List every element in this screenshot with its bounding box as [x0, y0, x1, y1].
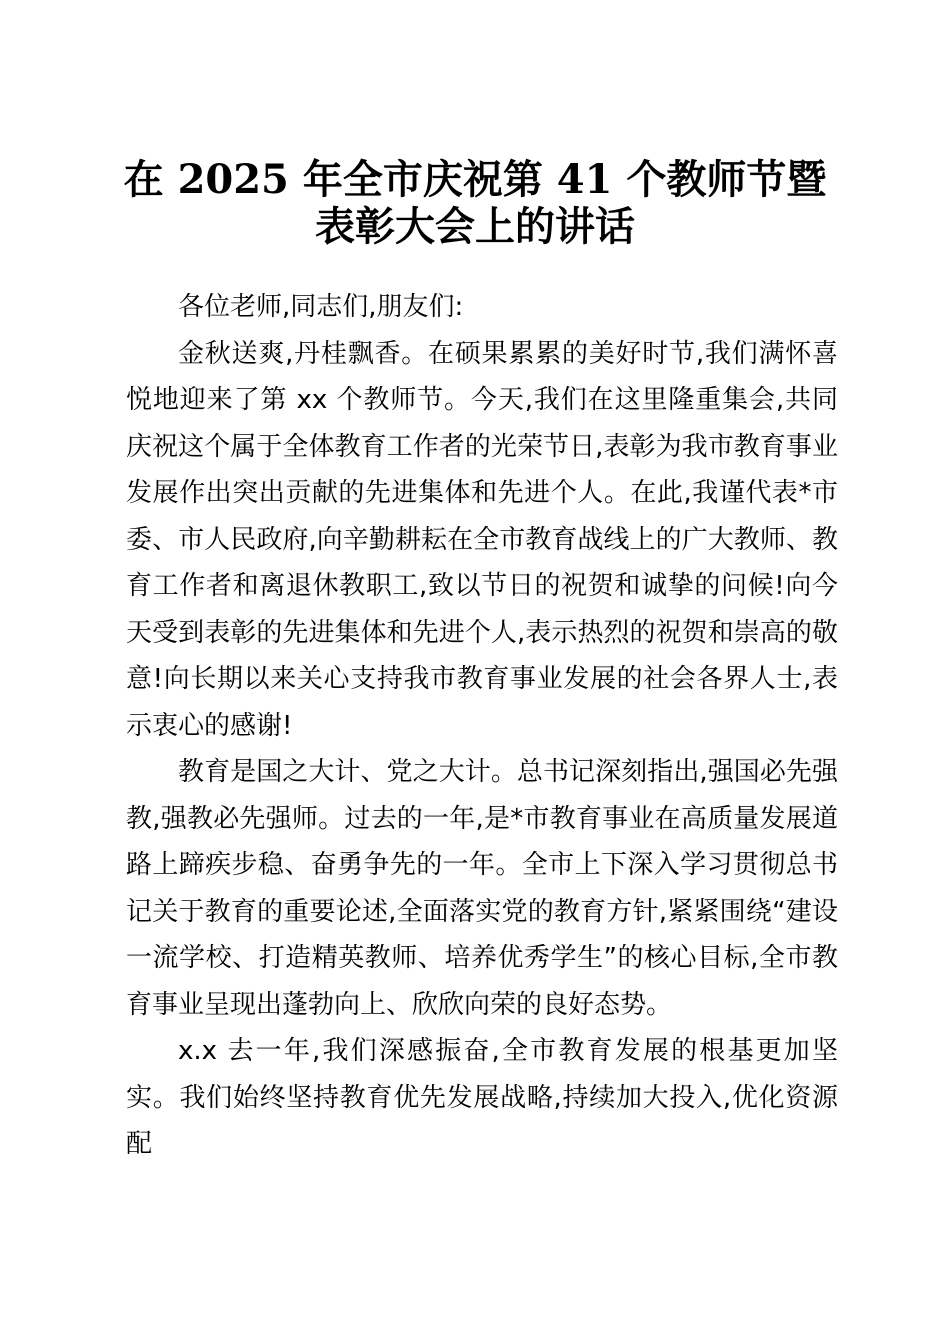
- body-paragraph: 金秋送爽,丹桂飘香。在硕果累累的美好时节,我们满怀喜悦地迎来了第 xx 个教师节。今天,我们在这里隆重集会,共同庆祝这个属于全体教育工作者的光荣节日,表彰为我市教育事业发展作出突出贡献的先进集体和先进个人。在此,我谨代表*市委、市人民政府,向辛勤耕耘在全市教育战线上的广大教师、教育工作者和离退休教职工,致以节日的祝贺和诚挚的问候!向今天受到表彰的先进集体和先进个人,表示热烈的祝贺和崇高的敬意!向长期以来关心支持我市教育事业发展的社会各界人士,表示衷心的感谢!: [126, 338, 838, 741]
- body-paragraph: 教育是国之大计、党之大计。总书记深刻指出,强国必先强教,强教必先强师。过去的一年,是*市教育事业在高质量发展道路上蹄疾步稳、奋勇争先的一年。全市上下深入学习贯彻总书记关于教育的重要论述,全面落实党的教育方针,紧紧围绕“建设一流学校、打造精英教师、培养优秀学生”的核心目标,全市教育事业呈现出蓬勃向上、欣欣向荣的良好态势。: [126, 757, 838, 1020]
- salutation-paragraph: 各位老师,同志们,朋友们:: [178, 292, 464, 322]
- document-body: [126, 284, 838, 1168]
- body-paragraph: x.x 去一年,我们深感振奋,全市教育发展的根基更加坚实。我们始终坚持教育优先发展战略,持续加大投入,优化资源配: [126, 1036, 838, 1159]
- document-title: 在 2025 年全市庆祝第 41 个教师节暨表彰大会上的讲话: [123, 156, 827, 250]
